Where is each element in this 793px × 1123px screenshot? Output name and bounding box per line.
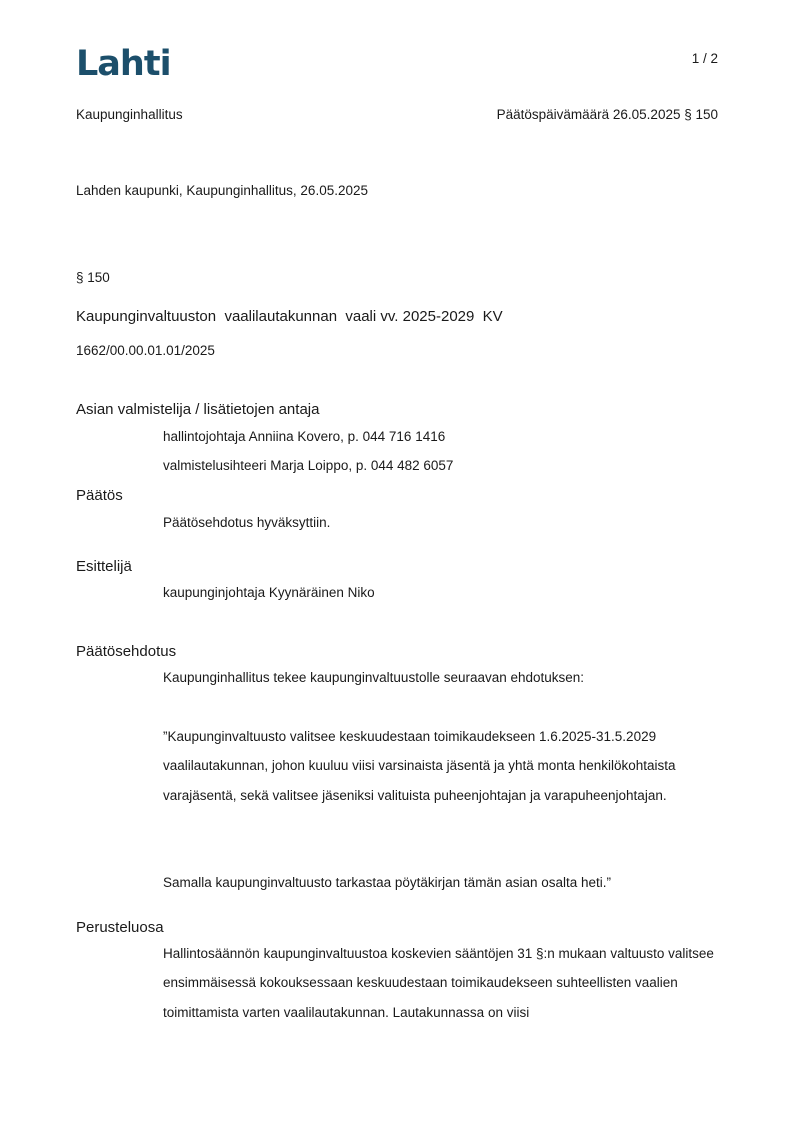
preparer-item: hallintojohtaja Anniina Kovero, p. 044 716 1416 [163,429,446,444]
preparer-item: valmistelusihteeri Marja Loippo, p. 044 482 6057 [163,458,454,473]
proposal-paragraph: ”Kaupunginvaltuusto valitsee keskuudestaan toimikaudekseen 1.6.2025-31.5.2029 vaalilautakunnan, johon kuuluu viisi varsinaista jäsentä ja yhtä monta henkilökohtaista varajäsentä, sekä valitsee jäseniksi valituista puheenjohtajan ja varapuheenjohtajan. [163,729,676,803]
meeting-line: Lahden kaupunki, Kaupunginhallitus, 26.05.2025 [76,183,368,198]
lahti-logo: Lahti [76,44,171,84]
body-name: Kaupunginhallitus [76,107,183,122]
presenter-heading: Esittelijä [76,558,132,575]
page-title: Kaupunginvaltuuston vaalilautakunnan vaali vv. 2025-2029 KV [76,308,503,325]
decision-date: Päätöspäivämäärä 26.05.2025 § 150 [496,107,718,122]
proposal-heading: Päätösehdotus [76,643,177,660]
presenter-text: kaupunginjohtaja Kyynäräinen Niko [163,585,375,600]
record-number: 1662/00.00.01.01/2025 [76,343,215,358]
decision-text: Päätösehdotus hyväksyttiin. [163,515,331,530]
decision-heading: Päätös [76,487,123,504]
rationale-heading: Perusteluosa [76,919,164,936]
rationale-text: Hallintosäännön kaupunginvaltuustoa koskevien sääntöjen 31 §:n mukaan valtuusto valitsee ensimmäisessä kokouksessaan keskuudestaan toimikaudekseen suhteellisten vaalien toimittamista varten vaalilautakunnan. Lautakunnassa on viisi [163,946,714,1020]
preparers-heading: Asian valmistelija / lisätietojen antaja [76,401,320,418]
proposal-intro: Kaupunginhallitus tekee kaupunginvaltuustolle seuraavan ehdotuksen: [163,670,585,685]
page-number: 1 / 2 [691,51,718,66]
proposal-paragraph: Samalla kaupunginvaltuusto tarkastaa pöytäkirjan tämän asian osalta heti.” [163,875,612,890]
section-number: § 150 [76,270,110,285]
